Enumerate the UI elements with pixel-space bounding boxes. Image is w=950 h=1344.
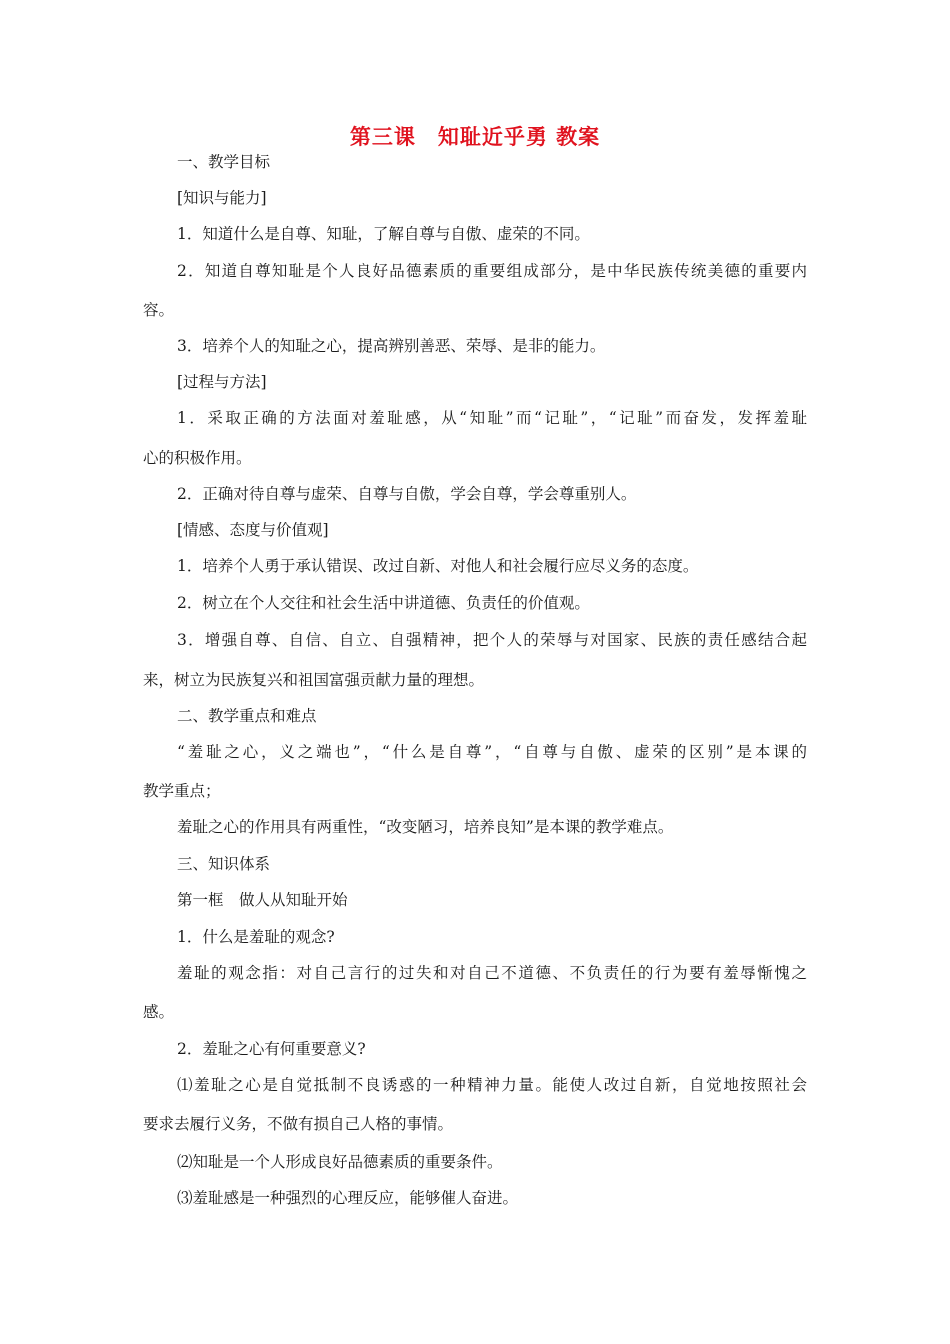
paragraph-line-continued: 要求去履行义务，不做有损自己人格的事情。 (143, 1115, 454, 1133)
paragraph-line-continued: 容。 (143, 301, 175, 319)
paragraph-line: 1．知道什么是自尊、知耻，了解自尊与自傲、虚荣的不同。 (177, 225, 590, 243)
section-heading: 二、教学重点和难点 (177, 707, 317, 725)
paragraph-line: 3．增强自尊、自信、自立、自强精神，把个人的荣辱与对国家、民族的责任感结合起 (177, 631, 807, 649)
paragraph-line: 羞耻之心的作用具有两重性，“改变陋习，培养良知”是本课的教学难点。 (177, 818, 674, 836)
paragraph-line-continued: 感。 (143, 1003, 175, 1021)
subsection-heading: [知识与能力] (177, 189, 267, 207)
paragraph-line: 1．培养个人勇于承认错误、改过自新、对他人和社会履行应尽义务的态度。 (177, 557, 699, 575)
paragraph-line-continued: 来，树立为民族复兴和祖国富强贡献力量的理想。 (143, 671, 485, 689)
paragraph-line: 2．树立在个人交往和社会生活中讲道德、负责任的价值观。 (177, 594, 590, 612)
paragraph-line: 羞耻的观念指：对自己言行的过失和对自己不道德、不负责任的行为要有羞辱惭愧之 (177, 964, 807, 982)
paragraph-line: 2．知道自尊知耻是个人良好品德素质的重要组成部分，是中华民族传统美德的重要内 (177, 262, 807, 280)
section-heading: 三、知识体系 (177, 855, 271, 873)
subsection-heading: 第一框 做人从知耻开始 (177, 891, 348, 909)
question-line: 2．羞耻之心有何重要意义? (177, 1040, 366, 1058)
paragraph-line: ⑵知耻是一个人形成良好品德素质的重要条件。 (177, 1153, 503, 1171)
paragraph-line: 1．采取正确的方法面对羞耻感，从“知耻”而“记耻”，“记耻”而奋发，发挥羞耻 (177, 409, 807, 427)
paragraph-line: “羞耻之心，义之端也”，“什么是自尊”，“自尊与自傲、虚荣的区别”是本课的 (177, 743, 807, 761)
paragraph-line: 2．正确对待自尊与虚荣、自尊与自傲，学会自尊，学会尊重别人。 (177, 485, 637, 503)
question-line: 1．什么是羞耻的观念? (177, 928, 335, 946)
subsection-heading: [情感、态度与价值观] (177, 521, 329, 539)
paragraph-line: ⑶羞耻感是一种强烈的心理反应，能够催人奋进。 (177, 1189, 519, 1207)
document-title: 第三课 知耻近乎勇 教案 (349, 125, 601, 149)
subsection-heading: [过程与方法] (177, 373, 267, 391)
section-heading: 一、教学目标 (177, 153, 271, 171)
paragraph-line-continued: 教学重点； (143, 782, 221, 800)
paragraph-line: 3．培养个人的知耻之心，提高辨别善恶、荣辱、是非的能力。 (177, 337, 606, 355)
paragraph-line-continued: 心的积极作用。 (143, 449, 252, 467)
paragraph-line: ⑴羞耻之心是自觉抵制不良诱惑的一种精神力量。能使人改过自新，自觉地按照社会 (177, 1076, 807, 1094)
